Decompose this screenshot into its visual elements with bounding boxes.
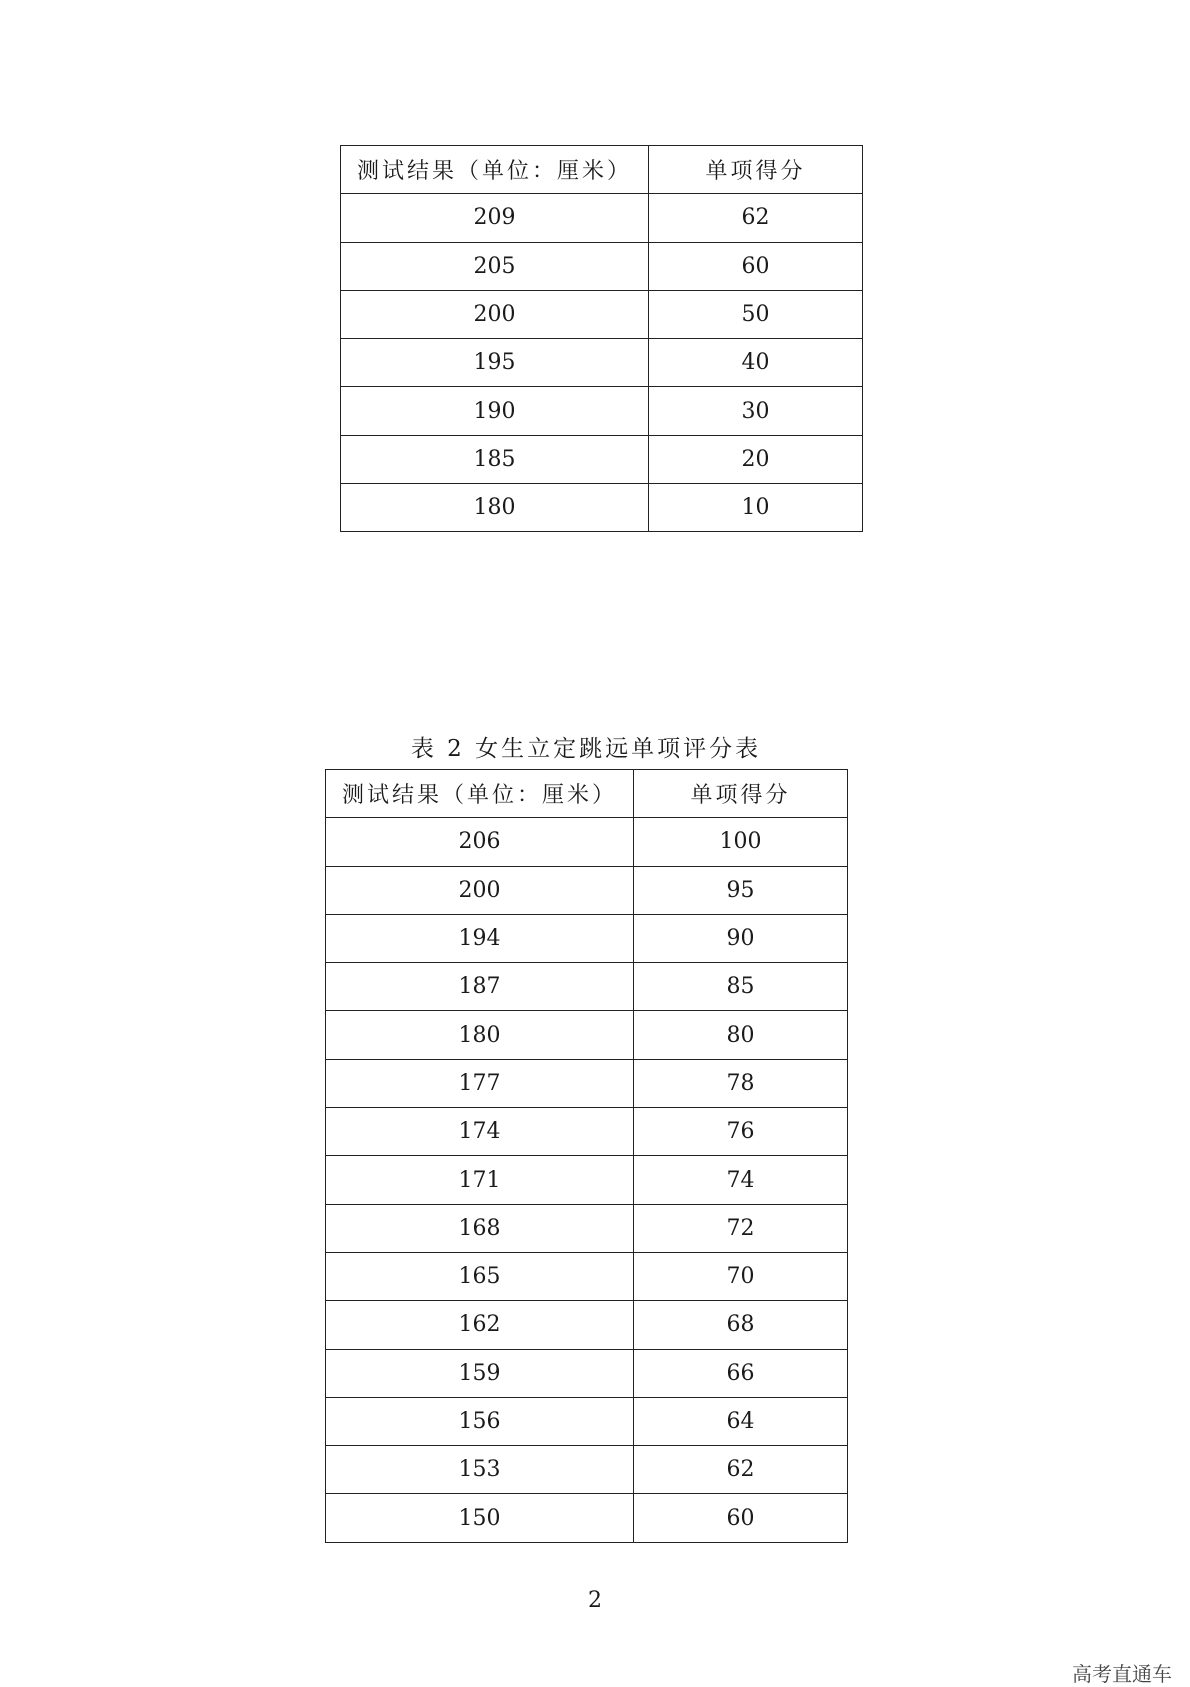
score-cell: 70 bbox=[634, 1252, 848, 1300]
table-row bbox=[326, 1156, 848, 1204]
result-cell: 190 bbox=[341, 387, 649, 435]
table-header-row bbox=[341, 146, 863, 194]
result-cell: 185 bbox=[341, 435, 649, 483]
score-cell: 20 bbox=[649, 435, 863, 483]
table-row bbox=[341, 387, 863, 435]
score-table-1 bbox=[340, 145, 863, 532]
score-cell: 64 bbox=[634, 1397, 848, 1445]
score-cell: 74 bbox=[634, 1156, 848, 1204]
result-cell: 195 bbox=[341, 339, 649, 387]
table-row bbox=[326, 818, 848, 866]
score-table-2 bbox=[325, 769, 848, 1543]
table-row bbox=[326, 1108, 848, 1156]
result-cell: 150 bbox=[326, 1494, 634, 1542]
result-cell: 206 bbox=[326, 818, 634, 866]
result-cell: 180 bbox=[341, 484, 649, 532]
table-row bbox=[341, 242, 863, 290]
score-cell: 60 bbox=[649, 242, 863, 290]
result-cell: 209 bbox=[341, 194, 649, 242]
table-row bbox=[326, 1252, 848, 1300]
table-row bbox=[326, 866, 848, 914]
result-cell: 177 bbox=[326, 1059, 634, 1107]
score-cell: 30 bbox=[649, 387, 863, 435]
table-row bbox=[341, 435, 863, 483]
result-cell: 159 bbox=[326, 1349, 634, 1397]
result-cell: 162 bbox=[326, 1301, 634, 1349]
score-cell: 78 bbox=[634, 1059, 848, 1107]
result-cell: 180 bbox=[326, 1011, 634, 1059]
table-row bbox=[341, 290, 863, 338]
header-cell-score: 单项得分 bbox=[634, 770, 848, 818]
result-cell: 165 bbox=[326, 1252, 634, 1300]
table-row bbox=[326, 1349, 848, 1397]
table-row bbox=[326, 1204, 848, 1252]
table-header-row bbox=[326, 770, 848, 818]
page-number: 2 bbox=[588, 1588, 602, 1613]
result-cell: 200 bbox=[341, 290, 649, 338]
table-row bbox=[326, 1011, 848, 1059]
header-cell-result: 测试结果（单位：厘米） bbox=[326, 770, 634, 818]
result-cell: 168 bbox=[326, 1204, 634, 1252]
table-row bbox=[326, 1059, 848, 1107]
score-cell: 40 bbox=[649, 339, 863, 387]
result-cell: 194 bbox=[326, 914, 634, 962]
table-row bbox=[326, 1397, 848, 1445]
table-row bbox=[341, 194, 863, 242]
result-cell: 187 bbox=[326, 963, 634, 1011]
score-cell: 90 bbox=[634, 914, 848, 962]
table-row bbox=[326, 1301, 848, 1349]
score-cell: 72 bbox=[634, 1204, 848, 1252]
result-cell: 174 bbox=[326, 1108, 634, 1156]
score-cell: 66 bbox=[634, 1349, 848, 1397]
table-row bbox=[326, 914, 848, 962]
score-cell: 50 bbox=[649, 290, 863, 338]
score-cell: 10 bbox=[649, 484, 863, 532]
table-2-caption: 表 2 女生立定跳远单项评分表 bbox=[410, 736, 762, 762]
score-cell: 95 bbox=[634, 866, 848, 914]
table-row bbox=[326, 1446, 848, 1494]
result-cell: 171 bbox=[326, 1156, 634, 1204]
table-row bbox=[326, 1494, 848, 1542]
table-row bbox=[341, 484, 863, 532]
score-cell: 68 bbox=[634, 1301, 848, 1349]
result-cell: 153 bbox=[326, 1446, 634, 1494]
score-cell: 76 bbox=[634, 1108, 848, 1156]
score-cell: 60 bbox=[634, 1494, 848, 1542]
header-cell-score: 单项得分 bbox=[649, 146, 863, 194]
header-cell-result: 测试结果（单位：厘米） bbox=[341, 146, 649, 194]
score-cell: 100 bbox=[634, 818, 848, 866]
watermark-text: 高考直通车 bbox=[1072, 1662, 1172, 1686]
table-row bbox=[326, 963, 848, 1011]
score-cell: 62 bbox=[634, 1446, 848, 1494]
result-cell: 205 bbox=[341, 242, 649, 290]
score-cell: 62 bbox=[649, 194, 863, 242]
result-cell: 200 bbox=[326, 866, 634, 914]
table-row bbox=[341, 339, 863, 387]
result-cell: 156 bbox=[326, 1397, 634, 1445]
score-cell: 85 bbox=[634, 963, 848, 1011]
score-cell: 80 bbox=[634, 1011, 848, 1059]
